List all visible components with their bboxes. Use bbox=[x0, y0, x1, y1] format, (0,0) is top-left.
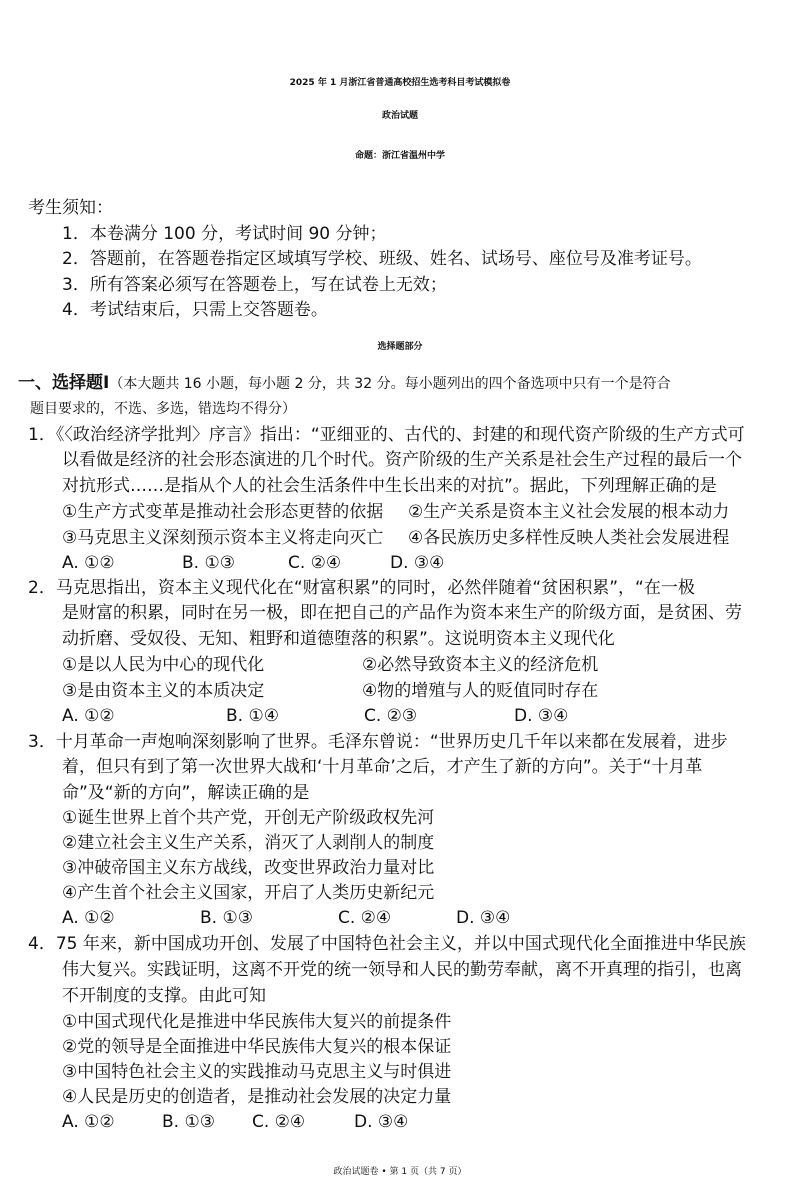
question-2-option-c: C. ②③ bbox=[364, 706, 418, 726]
question-1-statement-2: ②生产关系是资本主义社会发展的根本动力 bbox=[408, 502, 730, 522]
notice-item-1: 1．本卷满分 100 分，考试时间 90 分钟； bbox=[62, 224, 387, 244]
exam-title: 2025 年 1 月浙江省普通高校招生选考科目考试模拟卷 bbox=[289, 78, 511, 88]
question-1-line-1: 1．《〈政治经济学批判〉序言》指出：“亚细亚的、古代的、封建的和现代资产阶级的生产方式可 bbox=[28, 425, 745, 445]
notice-heading: 考生须知： bbox=[28, 198, 113, 218]
question-1-line-3: 对抗形式……是指从个人的社会生活条件中生长出来的对抗”。据此，下列理解正确的是 bbox=[62, 476, 717, 496]
question-1-statement-1: ①生产方式变革是推动社会形态更替的依据 bbox=[62, 502, 384, 522]
question-4-option-d: D. ③④ bbox=[354, 1112, 409, 1132]
notice-item-3: 3．所有答案必须写在答题卷上，写在试卷上无效； bbox=[62, 275, 447, 295]
author-line: 命题：浙江省温州中学 bbox=[354, 151, 445, 161]
question-2-option-b: B. ①④ bbox=[226, 706, 279, 726]
question-4-statement-2: ②党的领导是全面推进中华民族伟大复兴的根本保证 bbox=[62, 1037, 452, 1057]
question-1-statement-4: ④各民族历史多样性反映人类社会发展进程 bbox=[408, 528, 730, 548]
question-3-line-2: 着，但只有到了第一次世界大战和‘十月革命’之后，才产生了新的方向”。关于“十月革 bbox=[62, 757, 703, 777]
question-2-statement-4: ④物的增殖与人的贬值同时存在 bbox=[362, 681, 599, 701]
question-2-line-2: 是财富的积累，同时在另一极，即在把自己的产品作为资本来生产的阶级方面，是贫困、劳 bbox=[62, 603, 742, 623]
question-2-statement-1: ①是以人民为中心的现代化 bbox=[62, 655, 265, 675]
question-3-statement-2: ②建立社会主义生产关系，消灭了人剥削人的制度 bbox=[62, 833, 435, 853]
question-3-line-1: 3．十月革命一声炮响深刻影响了世界。毛泽东曾说：“世界历史几千年以来都在发展着，进步 bbox=[28, 732, 728, 752]
question-1-option-c: C. ②④ bbox=[288, 553, 342, 573]
part1-note-line2: 题目要求的，不选、多选，错选均不得分） bbox=[30, 401, 296, 417]
question-4-line-2: 伟大复兴。实践证明，这离不开党的统一领导和人民的勤劳奉献，离不开真理的指引，也离 bbox=[62, 960, 742, 980]
question-4-line-1: 4．75 年来，新中国成功开创、发展了中国特色社会主义，并以中国式现代化全面推进中华民族 bbox=[28, 934, 746, 954]
question-2-option-a: A. ①② bbox=[62, 706, 115, 726]
question-4-statement-4: ④人民是历史的创造者，是推动社会发展的决定力量 bbox=[62, 1087, 452, 1107]
subject-title: 政治试题 bbox=[381, 111, 418, 121]
question-4-statement-1: ①中国式现代化是推进中华民族伟大复兴的前提条件 bbox=[62, 1012, 452, 1032]
question-3-statement-4: ④产生首个社会主义国家，开启了人类历史新纪元 bbox=[62, 883, 435, 903]
question-4-option-c: C. ②④ bbox=[252, 1112, 306, 1132]
question-4-statement-3: ③中国特色社会主义的实践推动马克思主义与时俱进 bbox=[62, 1062, 452, 1082]
question-3-line-3: 命”及“新的方向”，解读正确的是 bbox=[62, 783, 310, 803]
question-3-statement-3: ③冲破帝国主义东方战线，改变世界政治力量对比 bbox=[62, 858, 435, 878]
question-2-statement-2: ②必然导致资本主义的经济危机 bbox=[362, 655, 599, 675]
question-4-option-b: B. ①③ bbox=[162, 1112, 215, 1132]
question-1-statement-3: ③马克思主义深刻预示资本主义将走向灭亡 bbox=[62, 528, 384, 548]
question-3-option-b: B. ①③ bbox=[200, 908, 253, 928]
question-3-option-a: A. ①② bbox=[62, 908, 115, 928]
question-3-option-c: C. ②④ bbox=[338, 908, 392, 928]
question-2-option-d: D. ③④ bbox=[514, 706, 569, 726]
part1-label: 一、选择题Ⅰ bbox=[18, 373, 110, 393]
question-4-line-3: 不开制度的支撑。由此可知 bbox=[62, 986, 266, 1006]
part1-note-line1: （本大题共 16 小题，每小题 2 分，共 32 分。每小题列出的四个备选项中只有一个是符合 bbox=[109, 376, 671, 392]
question-1-option-b: B. ①③ bbox=[182, 553, 235, 573]
question-2-line-1: 2．马克思指出，资本主义现代化在“财富积累”的同时，必然伴随着“贫困积累”，“在一极 bbox=[28, 578, 695, 598]
question-2-line-3: 动折磨、受奴役、无知、粗野和道德堕落的积累”。这说明资本主义现代化 bbox=[62, 629, 615, 649]
question-3-statement-1: ①诞生世界上首个共产党，开创无产阶级政权先河 bbox=[62, 808, 435, 828]
question-4-option-a: A. ①② bbox=[62, 1112, 115, 1132]
notice-item-2: 2．答题前，在答题卷指定区域填写学校、班级、姓名、试场号、座位号及准考证号。 bbox=[62, 249, 702, 269]
part1-heading bbox=[18, 373, 671, 394]
notice-item-4: 4．考试结束后，只需上交答题卷。 bbox=[62, 300, 328, 320]
question-3-option-d: D. ③④ bbox=[456, 908, 511, 928]
question-1-option-d: D. ③④ bbox=[390, 553, 445, 573]
question-1-option-a: A. ①② bbox=[62, 553, 115, 573]
question-2-statement-3: ③是由资本主义的本质决定 bbox=[62, 681, 265, 701]
question-1-line-2: 以看做是经济的社会形态演进的几个时代。资产阶级的生产关系是社会生产过程的最后一个 bbox=[62, 450, 742, 470]
section-title: 选择题部分 bbox=[377, 342, 423, 352]
page-footer: 政治试题卷 • 第 1 页（共 7 页） bbox=[333, 1167, 467, 1177]
